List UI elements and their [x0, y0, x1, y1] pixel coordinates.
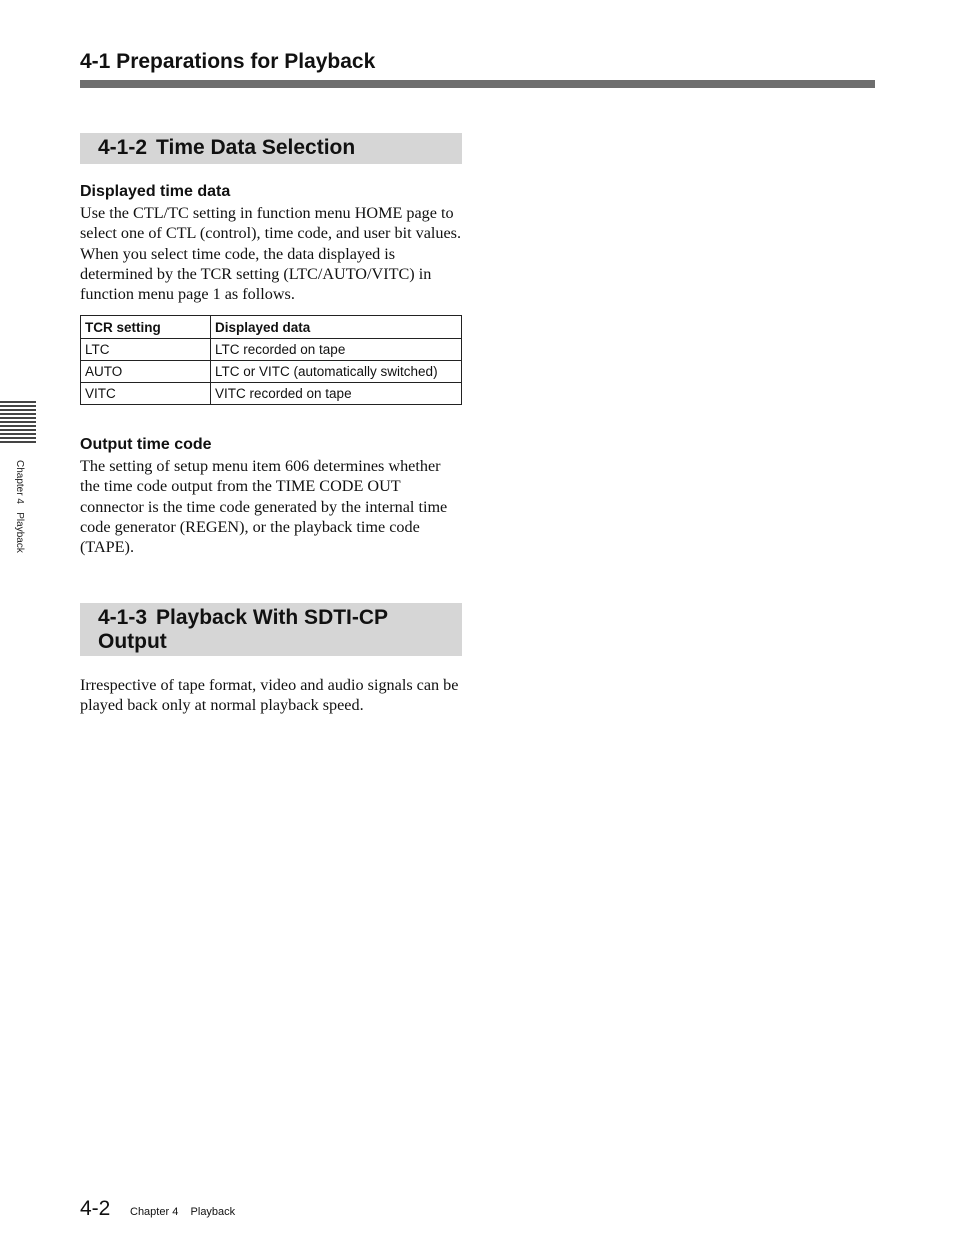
chapter-heading: 4-1 Preparations for Playback — [80, 50, 376, 73]
section-heading-4-1-2 — [80, 133, 462, 164]
paragraph-displayed-time-data: Use the CTL/TC setting in function menu HOME page to select one of CTL (control), time code, and user bit values. When you select time code, the data displayed is determined by the TCR setting (LTC/AUTO/VITC) in function menu page 1 as follows. — [80, 204, 462, 304]
table-cell: VITC — [81, 383, 211, 405]
table-cell: AUTO — [81, 361, 211, 383]
section-title-line2: Output — [98, 630, 167, 653]
table-cell: LTC or VITC (automatically switched) — [211, 361, 462, 383]
section-title-line1: Playback With SDTI-CP — [156, 606, 389, 629]
tcr-setting-table — [80, 315, 462, 405]
table-cell: LTC recorded on tape — [211, 339, 462, 361]
side-chapter-label: Chapter 4 Playback — [14, 460, 25, 553]
footer-chapter-label: Chapter 4 Playback — [130, 1206, 236, 1218]
table-header-cell: Displayed data — [211, 316, 462, 339]
paragraph-sdti-cp: Irrespective of tape format, video and audio signals can be played back only at normal playback speed. — [80, 676, 459, 715]
subheading-displayed-time-data: Displayed time data — [80, 183, 231, 200]
table-header-row — [81, 316, 462, 339]
section-title: Time Data Selection — [156, 136, 356, 159]
subheading-output-time-code: Output time code — [80, 436, 212, 453]
paragraph-output-time-code: The setting of setup menu item 606 determines whether the time code output from the TIME CODE OUT connector is the time code generated by the internal time code generator (REGEN), or the playback time code (TAPE). — [80, 457, 448, 557]
table-row — [81, 339, 462, 361]
table-cell: VITC recorded on tape — [211, 383, 462, 405]
chapter-rule — [80, 80, 875, 88]
chapter-thumb-tab — [0, 401, 36, 445]
section-number: 4-1-3 — [98, 606, 148, 629]
table-row — [81, 383, 462, 405]
page-number: 4-2 — [80, 1197, 111, 1220]
table-row — [81, 361, 462, 383]
section-heading-4-1-3 — [80, 603, 462, 656]
table-cell: LTC — [81, 339, 211, 361]
section-number: 4-1-2 — [98, 136, 148, 159]
table-header-cell: TCR setting — [81, 316, 211, 339]
